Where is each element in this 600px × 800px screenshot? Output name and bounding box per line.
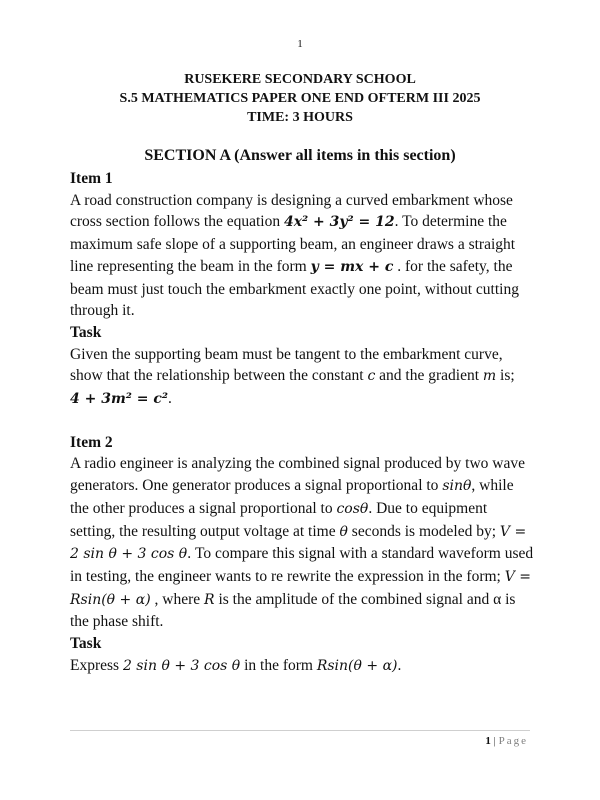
section-title: SECTION A (Answer all items in this section): [144, 147, 456, 164]
item2-task-text-2: in the form: [244, 656, 313, 674]
paper-title: S.5 MATHEMATICS PAPER ONE END OFTERM III 2025: [119, 91, 481, 106]
line-equation: y = mx + c: [310, 258, 394, 275]
var-m: m: [482, 368, 497, 385]
item2-text-4: seconds is modeled by;: [351, 522, 497, 540]
footer-page-number: 1: [485, 735, 491, 747]
item2-paragraph: [70, 453, 535, 633]
item1-task-text-2: and the gradient: [379, 367, 480, 385]
item1-task-text-3: is;: [500, 367, 515, 385]
footer-divider: [70, 730, 530, 731]
voltage-equation: V = 2 sin θ + 3 cos θ: [70, 523, 527, 563]
item1-text-1: A road construction company is designing a curved embarkment whose cross section follows the equation: [70, 191, 513, 231]
target-form: Rsin(θ + α): [316, 657, 398, 674]
item1-task-text: [70, 344, 535, 411]
relationship-equation: 4 + 3m² = c²: [70, 391, 169, 408]
footer-page-label: Page: [498, 735, 528, 747]
item2-text-1: A radio engineer is analyzing the combined signal produced by two wave generators. One generator produces a signal proportional to: [70, 455, 525, 495]
theta: θ: [339, 523, 348, 540]
top-page-number: 1: [297, 38, 303, 50]
item2-task-text: [70, 655, 535, 678]
item1-task-heading: Task: [70, 323, 102, 341]
item1-heading: Item 1: [70, 170, 113, 187]
item2-text-3: . Due to equipment setting, the resulting output voltage at time: [70, 499, 488, 540]
item1-text-3: . for the safety, the beam must just touch the embarkment exactly one point, without cutting through it.: [70, 257, 519, 320]
item2-text-5: . To compare this signal with a standard waveform used in testing, the engineer wants to re rewrite the expression in the form;: [70, 545, 534, 585]
item2-task-text-3: .: [397, 656, 402, 674]
item2-text-7: is the amplitude of the combined signal and α is the phase shift.: [70, 590, 516, 631]
spacer: [70, 411, 535, 432]
footer-separator: |: [493, 735, 496, 747]
var-c: c: [367, 368, 376, 385]
item2-text-6: , where: [154, 590, 201, 608]
cos-theta: cosθ: [336, 500, 369, 517]
item2-task-text-1: Express: [70, 656, 120, 674]
document-body: [70, 168, 535, 677]
embankment-equation: 4x² + 3y² = 12: [283, 214, 395, 231]
school-name: RUSEKERE SECONDARY SCHOOL: [184, 72, 416, 87]
item1-text-2: . To determine the maximum safe slope of a supporting beam, an engineer draws a straight line representing the beam in the form: [70, 213, 516, 275]
exam-time: TIME: 3 HOURS: [247, 110, 353, 125]
item1-paragraph: [70, 190, 535, 322]
target-form-equation: V = Rsin(θ + α): [70, 568, 532, 608]
item1-task-text-4: .: [168, 390, 172, 408]
exam-header: [0, 70, 600, 127]
expression: 2 sin θ + 3 cos θ: [122, 657, 241, 674]
sin-theta: sinθ: [442, 478, 472, 495]
item2-text-2: , while the other produces a signal proportional to: [70, 477, 514, 517]
page-footer: [70, 735, 528, 747]
item2-task-heading: Task: [70, 635, 102, 653]
var-R: R: [204, 591, 215, 608]
item2-heading: Item 2: [70, 433, 113, 451]
item1-task-text-1: Given the supporting beam must be tangent to the embarkment curve, show that the relationship between the constant: [70, 345, 503, 385]
